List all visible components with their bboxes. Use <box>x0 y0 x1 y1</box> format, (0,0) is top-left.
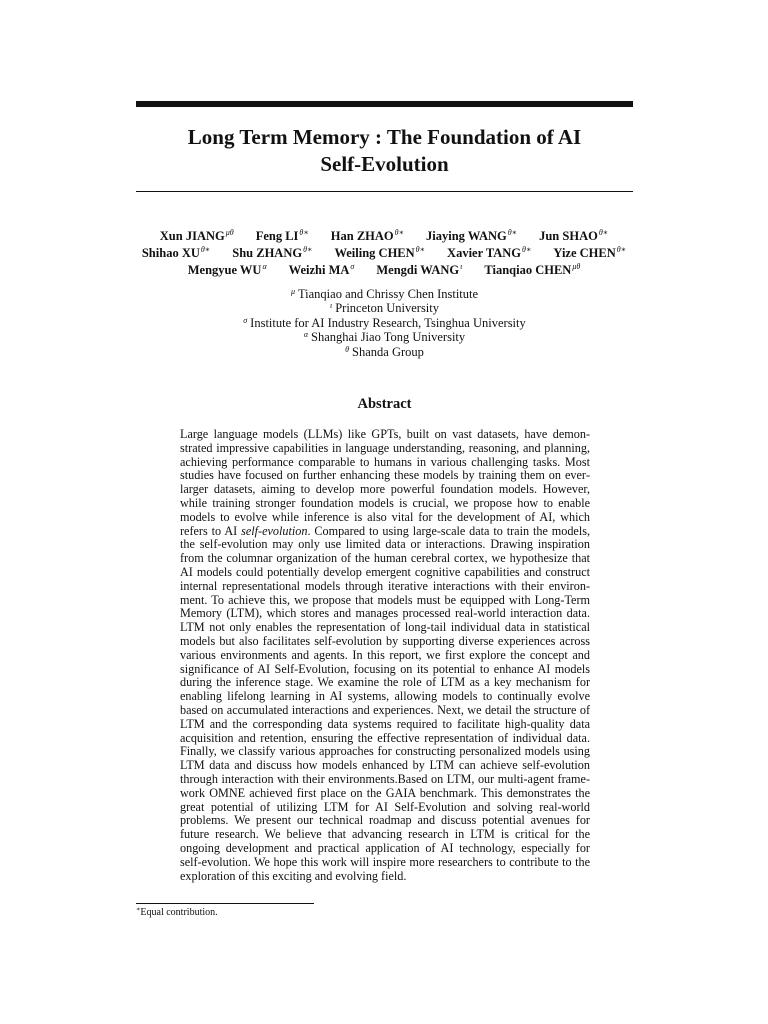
author-name-text: Weiling CHEN <box>334 246 415 260</box>
footnote <box>136 907 436 919</box>
footnote-mark: ∗ <box>136 906 141 913</box>
author-name <box>334 245 425 262</box>
author-affiliation-marks: θ∗ <box>394 228 405 237</box>
author-name <box>553 245 626 262</box>
author-name <box>142 245 210 262</box>
author-name <box>188 262 267 279</box>
affiliation-mark: θ <box>345 344 350 354</box>
author-name-text: Han ZHAO <box>330 229 394 243</box>
affiliation-list <box>136 287 633 359</box>
author-name-text: Jun SHAO <box>539 229 598 243</box>
author-name <box>289 262 355 279</box>
affiliation-mark: α <box>303 330 309 340</box>
affiliation-text: Shanda Group <box>352 344 424 359</box>
abstract-text-part-2: . Compared to using large-scale data to train the models, the self-evolution may only use limited data or interactions. Drawing inspiration from the columnar organization of the human cerebral cortex, we hypothesize that AI models could potentially develop emergent cognitive capabilities and construct internal representational models through iterative interactions with their environment. To achieve this, we propose that models must be equipped with Long-Term Memory (LTM), which stores and manages processed real-world interaction data. LTM not only enables the representation of long-tail individual data in statistical models but also facilitates self-evolution by supporting diverse experiences across various environments and agents. In this report, we first explore the concept and significance of AI Self-Evolution, focusing on its potential to enhance AI models during the inference stage. We examine the role of LTM as a key mechanism for enabling lifelong learning in AI systems, allowing models to continually evolve based on accumulated interactions and experiences. Next, we detail the structure of LTM and the corresponding data systems required to facilitate high-quality data acquisition and retention, ensuring the effective representation of individual data. Finally, we classify various approaches for constructing personalized models using LTM data and discuss how models enhanced by LTM can achieve self-evolution through interaction with their environments.Based on LTM, our multi-agent framework OMNE achieved first place on the GAIA benchmark. This demonstrates the great potential of utilizing LTM for AI Self-Evolution and solving real-world problems. We present our technical roadmap and discuss potential avenues for future research. We believe that advancing research in LTM is critical for the ongoing development and practical application of AI technology, especially for self-evolution. We hope this work will inspire more researchers to contribute to the exploration of this exciting and evolving field. <box>180 523 590 883</box>
author-affiliation-marks: θ∗ <box>522 245 532 254</box>
paper-title <box>136 124 633 178</box>
author-name-text: Tianqiao CHEN <box>484 263 572 277</box>
abstract-text <box>180 428 590 883</box>
author-name-text: Xun JIANG <box>159 229 225 243</box>
author-row <box>120 228 648 245</box>
title-line-1: Long Term Memory : The Foundation of AI <box>187 125 582 149</box>
affiliation-line <box>136 316 633 330</box>
author-name-text: Xavier TANG <box>447 246 522 260</box>
author-row <box>120 262 648 279</box>
author-name-text: Mengyue WU <box>187 263 262 277</box>
abstract-emphasis: self-evolution <box>241 523 308 538</box>
author-name <box>426 228 517 245</box>
title-top-rule <box>136 101 633 107</box>
author-affiliation-marks: σ <box>350 262 355 271</box>
title-line-2: Self-Evolution <box>320 152 449 176</box>
author-name <box>447 245 531 262</box>
author-name-text: Shihao XU <box>141 246 200 260</box>
author-name-text: Jiaying WANG <box>426 229 507 243</box>
author-list <box>120 228 648 279</box>
author-name <box>160 228 234 245</box>
author-affiliation-marks: ι <box>460 262 463 271</box>
abstract-heading: Abstract <box>357 396 412 412</box>
author-name <box>331 228 404 245</box>
affiliation-text: Tianqiao and Chrissy Chen Institute <box>297 287 479 301</box>
author-affiliation-marks: θ∗ <box>415 245 426 254</box>
author-affiliation-marks: θ∗ <box>616 245 627 254</box>
author-name <box>539 228 608 245</box>
author-name <box>376 262 462 279</box>
affiliation-line <box>136 345 633 359</box>
author-name-text: Shu ZHANG <box>232 246 303 260</box>
author-name-text: Yize CHEN <box>553 246 616 260</box>
author-row <box>120 245 648 262</box>
author-affiliation-marks: α <box>262 262 267 271</box>
author-affiliation-marks: θ∗ <box>200 245 211 254</box>
title-bottom-rule <box>136 191 633 192</box>
author-name <box>232 245 312 262</box>
affiliation-text: Princeton University <box>335 301 440 316</box>
author-affiliation-marks: θ∗ <box>303 245 313 254</box>
author-name-text: Weizhi MA <box>288 263 350 277</box>
author-name <box>256 228 309 245</box>
author-name-text: Mengdi WANG <box>376 263 460 277</box>
affiliation-mark: ι <box>329 301 333 311</box>
affiliation-text: Shanghai Jiao Tong University <box>311 330 466 345</box>
author-affiliation-marks: θ∗ <box>598 228 609 237</box>
author-name <box>484 262 580 279</box>
affiliation-mark: μ <box>290 287 295 296</box>
author-name-text: Feng LI <box>255 229 299 243</box>
author-affiliation-marks: θ∗ <box>299 228 309 237</box>
footnote-rule <box>136 903 314 904</box>
affiliation-line <box>136 287 633 301</box>
affiliation-line <box>136 301 633 315</box>
affiliation-text: Institute for AI Industry Research, Tsinghua University <box>250 315 526 330</box>
author-affiliation-marks: μθ <box>572 262 581 271</box>
author-affiliation-marks: μθ <box>225 228 234 237</box>
affiliation-mark: σ <box>243 315 248 325</box>
author-affiliation-marks: θ∗ <box>507 228 518 237</box>
abstract-text-part-1: Large language models (LLMs) like GPTs, built on vast datasets, have demonstrated impressive capabilities in language understanding, reasoning, and planning, achieving performance comparable to humans in various challenging tasks. Most studies have focused on further enhancing these models by training them on everlarger datasets, aiming to develop more powerful foundation models. However, while training stronger foundation models is crucial, we propose how to enable models to evolve while inference is also vital for the development of AI, which refers to AI <box>180 427 590 538</box>
affiliation-line <box>136 330 633 344</box>
footnote-text: Equal contribution. <box>140 907 218 918</box>
